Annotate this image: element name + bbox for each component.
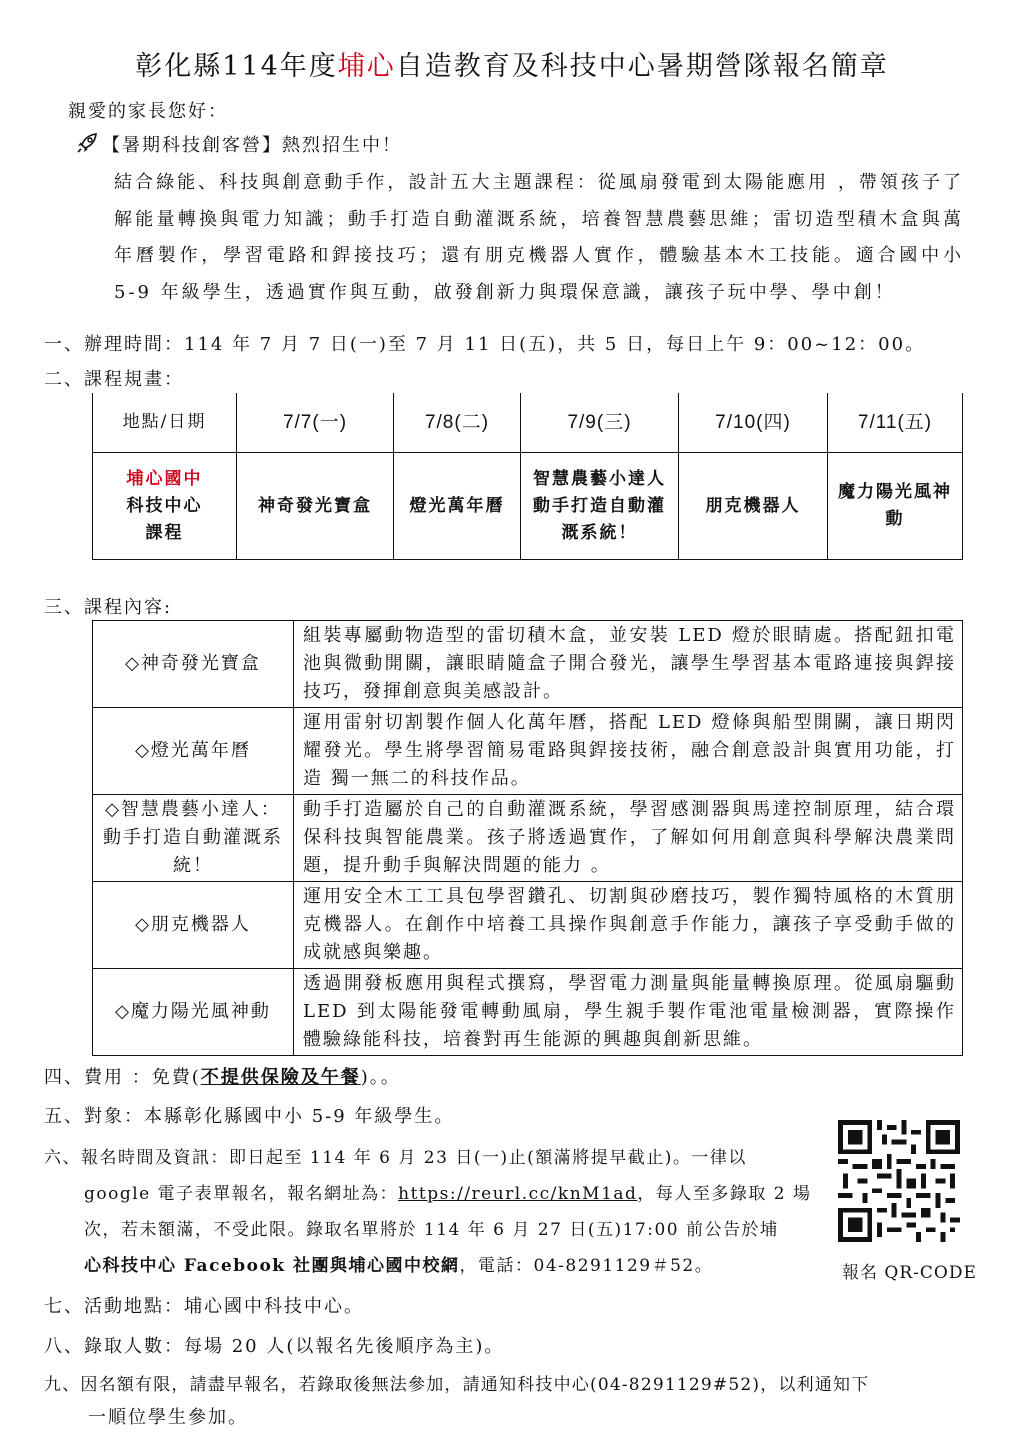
section-9-line1: 九、因名額有限，請盡早報名，若錄取後無法參加，請通知科技中心(04-8291129#52)，以利通知下 bbox=[44, 1375, 870, 1395]
schedule-header-row bbox=[93, 393, 963, 453]
section-3-heading: 三、課程內容: bbox=[44, 597, 173, 618]
location-school: 埔心國中 bbox=[126, 468, 203, 489]
title-highlight: 埔心 bbox=[337, 51, 396, 82]
announce-channels: 心科技中心 Facebook 社團與埔心國中校網 bbox=[84, 1256, 460, 1276]
title-part1: 彰化縣114年度 bbox=[135, 51, 338, 82]
schedule-body-row bbox=[93, 453, 963, 560]
course-content-table bbox=[92, 620, 963, 1056]
section-9-line2: 一順位學生參加。 bbox=[88, 1407, 248, 1428]
schedule-course-cell: 燈光萬年曆 bbox=[394, 453, 521, 560]
schedule-location-cell bbox=[93, 453, 237, 560]
schedule-header-cell: 7/7(一) bbox=[237, 393, 394, 453]
schedule-header-cell: 7/10(四) bbox=[679, 393, 828, 453]
schedule-course-cell: 智慧農藝小達人 動手打造自動灌 溉系統！ bbox=[521, 453, 679, 560]
course-desc: 動手打造屬於自己的自動灌溉系統，學習感測器與馬達控制原理，結合環保科技與智能農業。孩子將透過實作，了解如何用創意與科學解決農業問題，提升動手與解決問題的能力 。 bbox=[294, 795, 963, 882]
fee-note: 不提供保險及午餐 bbox=[200, 1067, 361, 1088]
headline-text: 【暑期科技創客營】熱烈招生中！ bbox=[102, 135, 402, 156]
course-desc: 運用雷射切割製作個人化萬年曆，搭配 LED 燈條與船型開關，讓日期閃耀發光。學生將學習簡易電路與銲接技術，融合創意設計與實用功能，打造 獨一無二的科技作品。 bbox=[294, 708, 963, 795]
schedule-header-cell: 地點/日期 bbox=[93, 393, 237, 453]
schedule-header-cell: 7/11(五) bbox=[828, 393, 963, 453]
schedule-table bbox=[92, 393, 963, 560]
course-desc: 運用安全木工工具包學習鑽孔、切割與砂磨技巧，製作獨特風格的木質朋克機器人。在創作中培養工具操作與創意手作能力，讓孩子享受動手做的成就感與樂趣。 bbox=[294, 882, 963, 969]
course-row bbox=[93, 621, 963, 708]
schedule-course-cell: 神奇發光寶盒 bbox=[237, 453, 394, 560]
title-part2: 自造教育及科技中心暑期營隊報名簡章 bbox=[395, 51, 889, 82]
course-row bbox=[93, 969, 963, 1056]
course-name: ◇神奇發光寶盒 bbox=[93, 621, 294, 708]
section-6-line3: 次，若未額滿，不受此限。錄取名單將於 114 年 6 月 27 日(五)17:00 前公告於埔 bbox=[84, 1220, 779, 1240]
course-name: ◇智慧農藝小達人：動手打造自動灌溉系統！ bbox=[93, 795, 294, 882]
qr-label: 報名 QR-CODE bbox=[842, 1263, 977, 1283]
intro-paragraph: 結合綠能、科技與創意動手作，設計五大主題課程：從風扇發電到太陽能應用 ，帶領孩子了解能量轉換與電力知識；動手打造自動灌溉系統，培養智慧農藝思維；雷切造型積木盒與萬年曆製作，學習電路和銲接技巧；還有朋克機器人實作，體驗基本木工技能。適合國中小 5-9 年級學生，透過實作與互動，啟發創新力與環保意識，讓孩子玩中學、學中創！ bbox=[114, 172, 964, 303]
course-name: ◇魔力陽光風神動 bbox=[93, 969, 294, 1056]
location-center: 科技中心 課程 bbox=[126, 495, 203, 543]
schedule-course-cell: 朋克機器人 bbox=[679, 453, 828, 560]
schedule-header-cell: 7/8(二) bbox=[394, 393, 521, 453]
section-4-fee bbox=[44, 1060, 401, 1096]
section-6-line4 bbox=[84, 1248, 713, 1284]
signup-text: google 電子表單報名，報名網址為： bbox=[84, 1184, 399, 1204]
course-name: ◇朋克機器人 bbox=[93, 882, 294, 969]
course-row bbox=[93, 882, 963, 969]
qr-code[interactable] bbox=[838, 1120, 960, 1242]
page-title bbox=[0, 44, 1024, 83]
section-7-location: 七、活動地點：埔心國中科技中心。 bbox=[44, 1296, 364, 1317]
course-row bbox=[93, 795, 963, 882]
schedule-header-cell: 7/9(三) bbox=[521, 393, 679, 453]
section-2-heading: 二、課程規畫： bbox=[44, 369, 184, 390]
section-6-line1: 六、報名時間及資訊：即日起至 114 年 6 月 23 日(一)止(額滿將提早截止)。一律以 bbox=[44, 1148, 747, 1168]
headline bbox=[76, 128, 402, 164]
schedule-course-cell: 魔力陽光風神動 bbox=[828, 453, 963, 560]
course-name: ◇燈光萬年曆 bbox=[93, 708, 294, 795]
fee-suffix: )。。 bbox=[360, 1067, 401, 1088]
course-row bbox=[93, 708, 963, 795]
contact-phone: ，電話：04-8291129＃52。 bbox=[459, 1256, 714, 1276]
section-8-quota: 八、錄取人數：每場 20 人(以報名先後順序為主)。 bbox=[44, 1336, 505, 1357]
fee-prefix: 四、費用 ：免費( bbox=[44, 1067, 201, 1088]
section-6-line2 bbox=[84, 1176, 812, 1212]
section-1-time: 一、辦理時間：114 年 7 月 7 日(一)至 7 月 11 日(五)，共 5 日，每日上午 9：00~12：00。 bbox=[44, 334, 926, 355]
course-desc: 組裝專屬動物造型的雷切積木盒，並安裝 LED 燈於眼睛處。搭配鈕扣電池與微動開關，讓眼睛隨盒子開合發光，讓學生學習基本電路連接與銲接技巧，發揮創意與美感設計。 bbox=[294, 621, 963, 708]
greeting: 親愛的家長您好： bbox=[68, 101, 228, 122]
course-desc: 透過開發板應用與程式撰寫，學習電力測量與能量轉換原理。從風扇驅動 LED 到太陽能發電轉動風扇，學生親手製作電池電量檢測器，實際操作體驗綠能科技，培養對再生能源的興趣與創新思維。 bbox=[294, 969, 963, 1056]
rocket-icon bbox=[76, 128, 102, 164]
section-5-target: 五、對象：本縣彰化縣國中小 5-9 年級學生。 bbox=[44, 1106, 455, 1127]
signup-limit: ，每人至多錄取 2 場 bbox=[637, 1184, 812, 1204]
signup-link[interactable]: https://reurl.cc/knM1ad bbox=[398, 1184, 638, 1204]
